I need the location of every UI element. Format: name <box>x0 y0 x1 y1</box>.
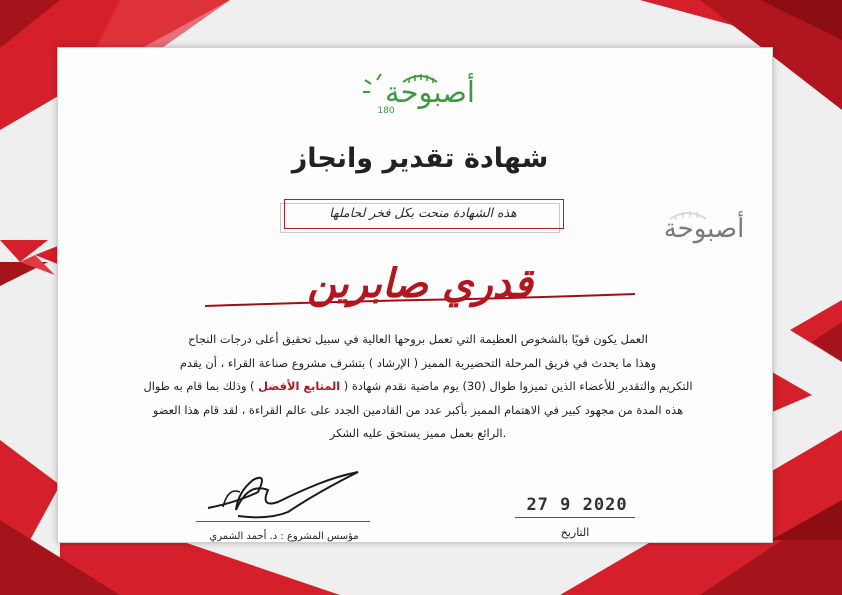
body-line <box>97 399 739 423</box>
watermark-wordmark: أصبوحة <box>663 214 745 244</box>
signature-icon <box>198 462 368 522</box>
body-text-segment: وهذا ما يحدث في فريق المرحلة التحضيرية المميز ( الإرشاد ) بتشرف مشروع صناعة القراء ، أن يقدم <box>179 355 657 370</box>
body-line <box>97 375 739 399</box>
date-line <box>515 517 635 518</box>
body-text-segment: ) وذلك بما قام به طوال <box>143 379 259 393</box>
date-value: 27 9 2020 <box>526 495 628 515</box>
logo-number: 180 <box>377 106 395 116</box>
recipient-name: قدري صابرين <box>307 260 533 307</box>
logo-wordmark: أصبوحة <box>385 75 475 109</box>
signature-line <box>196 521 370 522</box>
body-line <box>97 352 739 376</box>
body-text-segment: هذه المدة من مجهود كبير في الاهتمام المميز بأكبر عدد من القادمين الجدد على عالم القراءة ، لقد قام هذا العضو <box>152 402 684 417</box>
body-text-segment: .الرائع بعمل مميز يستحق عليه الشكر <box>329 426 507 440</box>
award-title-highlight: المتابع الأفضل <box>258 379 341 393</box>
body-text-segment: العمل يكون قويًا بالشخوص العظيمة التي تعمل بروحها العالية في سبيل تحقيق أعلى درجات النجاح <box>188 332 648 346</box>
certificate-body <box>97 328 739 446</box>
founder-label: مؤسس المشروع : د. أحمد الشمري <box>209 531 359 542</box>
body-text-segment: التكريم والتقدير للأعضاء الذين تميزوا طوال (30) يوم ماضية نقدم شهادة ( <box>340 379 693 393</box>
body-line <box>97 328 739 352</box>
body-line <box>97 422 739 446</box>
date-label: التاريخ <box>560 526 590 539</box>
certificate-subtitle: هذه الشهادة منحت بكل فخر لحاملها <box>329 205 517 220</box>
certificate-title: شهادة تقدير وانجاز <box>291 143 549 174</box>
